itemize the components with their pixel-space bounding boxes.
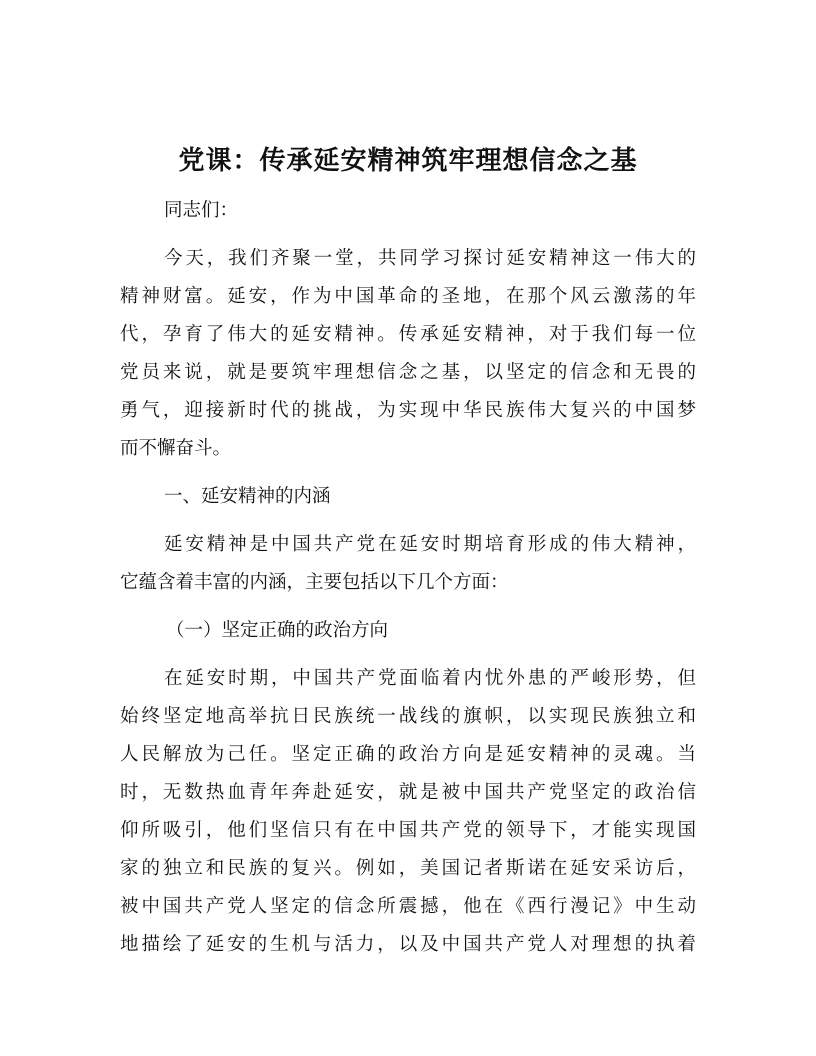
- paragraph-line: 党员来说，就是要筑牢理想信念之基，以坚定的信念和无畏的: [120, 362, 696, 383]
- paragraph-line: 勇气，迎接新时代的挑战，为实现中华民族伟大复兴的中国梦: [120, 400, 696, 421]
- paragraph-line: 今天，我们齐聚一堂，共同学习探讨延安精神这一伟大的: [164, 248, 696, 269]
- paragraph-connotation: [120, 526, 696, 602]
- document-body: [120, 192, 696, 964]
- paragraph-line: 精神财富。延安，作为中国革命的圣地，在那个风云激荡的年: [120, 286, 696, 307]
- greeting-line: 同志们：: [164, 200, 239, 221]
- paragraph-line: 而不懈奋斗。: [120, 438, 232, 459]
- paragraph-line: 它蕴含着丰富的内涵，主要包括以下几个方面：: [120, 572, 509, 593]
- paragraph-line: 人民解放为己任。坚定正确的政治方向是延安精神的灵魂。当: [120, 744, 696, 765]
- paragraph-line: 在延安时期，中国共产党面临着内忧外患的严峻形势，但: [164, 668, 696, 689]
- paragraph-line: 延安精神是中国共产党在延安时期培育形成的伟大精神，: [164, 534, 696, 555]
- paragraph-line: 时，无数热血青年奔赴延安，就是被中国共产党坚定的政治信: [120, 782, 696, 803]
- paragraph-intro: [120, 240, 696, 468]
- paragraph-line: 家的独立和民族的复兴。例如，美国记者斯诺在延安采访后，: [120, 858, 696, 879]
- paragraph-line: 仰所吸引，他们坚信只有在中国共产党的领导下，才能实现国: [120, 820, 696, 841]
- paragraph-line: 始终坚定地高举抗日民族统一战线的旗帜，以实现民族独立和: [120, 706, 696, 727]
- subsection-heading: （一）坚定正确的政治方向: [166, 620, 389, 641]
- document-title: 党课：传承延安精神筑牢理想信念之基: [178, 146, 638, 176]
- paragraph-line: 地描绘了延安的生机与活力，以及中国共产党人对理想的执着: [120, 934, 696, 955]
- paragraph-political-direction: [120, 660, 696, 964]
- paragraph-line: 代，孕育了伟大的延安精神。传承延安精神，对于我们每一位: [120, 324, 696, 345]
- paragraph-line: 被中国共产党人坚定的信念所震撼，他在《西行漫记》中生动: [120, 896, 696, 917]
- section-heading: 一、延安精神的内涵: [164, 486, 331, 507]
